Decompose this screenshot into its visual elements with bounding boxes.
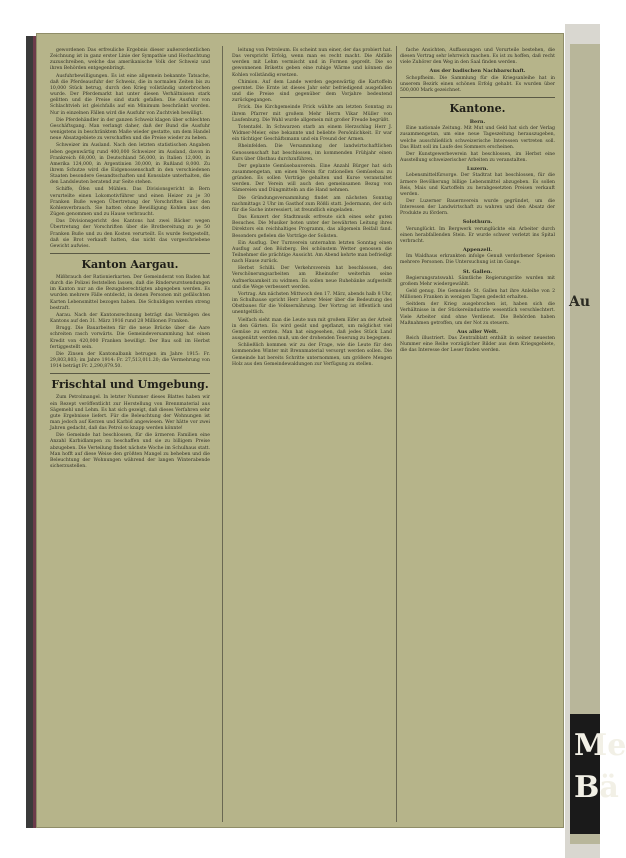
adjacent-page [565, 24, 626, 858]
article-paragraph: Die Zinsen der Kantonalbank betrugen im Jahre 1915: Fr. 29,803,803; im Jahre 1914: Fr. 27,513,011.20; die Vermehrung von 1914 beträgt Fr. 2,290,879.50. [50, 351, 210, 370]
article-paragraph: Der Kunstgewerbeverein hat beschlossen, im Herbst eine Ausstellung schweizerischer Arbeiten zu veranstalten. [400, 151, 555, 164]
column-1 [50, 48, 210, 818]
subsection-heading: St. Gallen. [462, 268, 493, 275]
subsection-heading: Luzern. [466, 166, 489, 173]
article-paragraph: Rheinfelden. Die Versammlung der landwirtschaftlichen Genossenschaft hat beschlossen, im kommenden Frühjahr einen Kurs über Obstbau durchzuführen. [232, 144, 392, 162]
article-paragraph: Schließlich kommen wir zu der Frage, wie die Leute für den kommenden Winter mit Brennmaterial versorgt werden sollen. Die Gemeinde hat bereits Schritte unternommen, um größere Mengen Holz aus den Gemeindewaldungen zur Verfügung zu stellen. [232, 343, 392, 367]
adjacent-page-advert [570, 714, 626, 834]
advert-text-2: Bä [574, 770, 619, 805]
article-paragraph: Geld genug. Die Gemeinde St. Gallen hat ihre Anleihe von 2 Millionen Franken in wenigen Tagen gedeckt erhalten. [400, 289, 555, 301]
column-2 [232, 48, 392, 818]
advert-text-1: Me [574, 728, 626, 763]
subsection-heading: Appenzell. [462, 247, 493, 254]
divider [50, 253, 210, 254]
article-paragraph: fache Ansichten, Auffassungen und Vorurteile bestehen, die diesen Vortrag sehr lehrreich machen. Es ist zu hoffen, daß recht viele Zuhörer den Weg in den Saal finden werden. [400, 48, 555, 66]
article-paragraph: Seitdem der Krieg ausgebrochen ist, haben sich die Verhältnisse in der Stickereiindustrie wesentlich verschlechtert. Viele Arbeiter sind ohne Verdienst. Die Behörden haben Maßnahmen getroffen, um der Not zu steuern. [400, 302, 555, 326]
subsection-heading: Solothurn. [462, 219, 493, 226]
article-paragraph: Aarau. Nach der Kantonsrechnung beträgt das Vermögen des Kantons auf den 31. März 1916 rund 28 Millionen Franken. [50, 312, 210, 325]
subsection-heading: Aus der badischen Nachbarschaft. [429, 68, 526, 75]
article-paragraph: Die Gründungsversammlung findet am nächsten Sonntag nachmittags 2 Uhr im Gasthof zum Rößli statt. Jedermann, der sich für die Sache interessiert, ist freundlich eingeladen. [232, 195, 392, 213]
article-paragraph: Herbst Schilli. Der Verkehrsverein hat beschlossen, den Verschönerungsarbeiten am Rheinufer weiterhin seine Aufmerksamkeit zu widmen. Es sollen neue Ruhebänke aufgestellt und die Wege verbessert werden. [232, 266, 392, 290]
article-paragraph: Vielfach sieht man die Leute nun mit großem Eifer an der Arbeit in den Gärten. Es wird gesät und gepflanzt, um möglichst viel Gemüse zu ernten. Man hat eingesehen, daß jedes Stück Land ausgenützt werden muß, um der drohenden Teuerung zu begegnen. [232, 317, 392, 342]
divider [50, 373, 210, 374]
article-paragraph: Das Divisionsgericht des Kantons hat zwei Bäcker wegen Übertretung der Vorschriften über die Brotbereitung zu je 50 Franken Buße und zu den Kosten verurteilt. Es wurde festgestellt, daß sie Brot verkauft hatten, das nicht das vorgeschriebene Gewicht aufwies. [50, 219, 210, 249]
article-paragraph: Regierungsratswahl. Sämtliche Regierungsräte wurden mit großem Mehr wiedergewählt. [400, 275, 555, 287]
article-paragraph: Die Pferdehändler in der ganzen Schweiz klagen über schlechten Geschäftsgang. Man verlangt daher, daß der Bund die Ausfuhr wenigstens in beschränktem Maße wieder gestatte, um dem Handel neue Absatzgebiete zu verschaffen und die Preise wieder zu heben. [50, 117, 210, 142]
article-paragraph: Der Luzerner Bauernverein wurde gegründet, um die Interessen der Landwirtschaft zu wahren und den Absatz der Produkte zu fördern. [400, 198, 555, 217]
column-3 [400, 48, 555, 818]
article-paragraph: Frick. Die Kirchgemeinde Frick wählte am letzten Sonntag zu ihrem Pfarrer mit großem Mehr Herrn Vikar Müller von Laufenburg. Die Wahl wurde allgemein mit großer Freude begrüßt. [232, 105, 392, 123]
article-paragraph: Lebensmittelfürsorge. Der Stadtrat hat beschlossen, für die ärmere Bevölkerung billige Lebensmittel abzugeben. Es sollen Reis, Mais und Kartoffeln zu herabgesetzten Preisen verkauft werden. [400, 173, 555, 197]
article-paragraph: Mißbrauch der Rationierkarten. Der Gemeinderat von Baden hat durch die Polizei feststellen lassen, daß die Rinderwurstsendungen im Kanton nur an die Bezugsberechtigten abgegeben werden. Es wurden mehrere Fälle entdeckt, in denen Personen mit gefälschten Karten Lebensmittel bezogen haben. Die Schuldigen werden streng bestraft. [50, 275, 210, 311]
article-paragraph: Chimion. Auf dem Lande werden gegenwärtig die Kartoffeln geerntet. Die Ernte ist dieses Jahr sehr befriedigend ausgefallen und die Preise sind gegenüber dem Vorjahre bedeutend zurückgegangen. [232, 79, 392, 104]
article-paragraph: Im Waldhaus erkrankten infolge Genuß verdorbener Speisen mehrere Personen. Die Untersuchung ist im Gange. [400, 254, 555, 266]
article-paragraph: Reich illustriert. Das Zentralblatt enthält in seiner neuesten Nummer eine Reihe vorzüglicher Bilder aus dem Kriegsgebiete, die das Interesse der Leser finden werden. [400, 336, 555, 354]
section-heading-frischtal: Frischtal und Umgebung. [51, 378, 209, 392]
article-paragraph: Verunglückt. Im Bergwerk verunglückte ein Arbeiter durch einen herabfallenden Stein. Er wurde schwer verletzt ins Spital verbracht. [400, 226, 555, 244]
column-rule-2 [396, 46, 397, 822]
article-paragraph: Zum Petrolmangel. In letzter Nummer dieses Blattes haben wir ein Rezept veröffentlicht zur Herstellung von Brennmaterial aus Sägemehl und Lehm. Es hat sich gezeigt, daß dieses Verfahren sehr gute Ergebnisse liefert. Für die Beleuchtung der Wohnungen ist man jedoch auf Kerzen und Karbid angewiesen. Wer hätte vor zwei Jahren gedacht, daß das Petrol so knapp werden könnte! [50, 395, 210, 432]
article-paragraph: Die Gemeinde hat beschlossen, für die ärmeren Familien eine Anzahl Karbidlampen zu beschaffen und sie zu billigem Preise abzugeben. Die Verteilung findet nächste Woche im Schulhaus statt. Man hofft auf diese Weise den größten Mangel zu beheben und die Beleuchtung der Wohnungen während der langen Winterabende sicherzustellen. [50, 433, 210, 470]
article-paragraph: Vortrag. Am nächsten Mittwoch den 17. März, abends halb 8 Uhr, im Schulhause spricht Herr Lehrer Meier über die Bedeutung des Obstbaues für die Volksernährung. Der Vortrag ist öffentlich und unentgeltlich. [232, 291, 392, 316]
article-paragraph: Eine nationale Zeitung. Mit Mut und Geld hat sich der Verlag zusammengetan, um eine neue Tageszeitung herauszugeben, welche ausschließlich schweizerische Interessen vertreten soll. Das Blatt soll im Laufe des Sommers erscheinen. [400, 126, 555, 150]
divider [400, 97, 555, 98]
column-rule-1 [222, 46, 223, 822]
section-heading-kantone: Kantone. [449, 102, 506, 116]
article-paragraph: Schweizer im Ausland. Nach den letzten statistischen Angaben leben gegenwärtig rund 400,000 Schweizer im Ausland, davon in Frankreich 68,000, in Deutschland 56,000, in Italien 12,000, in Amerika 124,000, in Argentinien 30,000, in Rußland 8,000. Zu ihrem Schutze wird die Eidgenossenschaft in den verschiedenen Staaten besondere Gesandtschaften und Konsulate unterhalten, die den Landsleuten beratend zur Seite stehen. [50, 143, 210, 186]
subsection-heading: Aus aller Welt. [456, 328, 498, 335]
article-paragraph: Brugg. Die Bauarbeiten für die neue Brücke über die Aare schreiten rasch vorwärts. Die Gemeindeversammlung hat einen Kredit von 420,000 Franken bewilligt. Der Bau soll im Herbst fertiggestellt sein. [50, 326, 210, 350]
article-paragraph: leitung von Petroleum. Es scheint nun einer, der das probiert hat. Das verspricht Erfolg, wenn man es recht macht. Die Abfälle werden mit Lehm vermischt und in Formen gepreßt. Die so gewonnenen Briketts geben eine ruhige Wärme und können die Kohlen vollständig ersetzen. [232, 48, 392, 78]
subsection-heading: Bern. [469, 119, 486, 126]
article-paragraph: Ein Ausflug. Der Turnverein unternahm letzten Sonntag einen Ausflug auf den Bözberg. Bei schönstem Wetter genossen die Teilnehmer die prächtige Aussicht. Am Abend kehrte man befriedigt nach Hause zurück. [232, 240, 392, 265]
article-paragraph: Ausfuhrbewilligungen. Es ist eine allgemein bekannte Tatsache, daß die Pferdeausfuhr der Schweiz, die in normalen Zeiten bis zu 10,000 Stück betrug, durch den Krieg vollständig unterbrochen wurde. Der Pferdemarkt hat unter diesen Verhältnissen stark gelitten und die Preise sind stark gefallen. Die Ausfuhr von Schlachtvieh ist gleichfalls auf ein Minimum beschränkt worden. Nur in einzelnen Fällen wird die Ausfuhr von Zuchtvieh bewilligt. [50, 73, 210, 116]
article-paragraph: Das Konzert der Stadtmusik erfreute sich eines sehr guten Besuches. Die Musiker boten unter der bewährten Leitung ihres Direktors ein reichhaltiges Programm, das allgemein Beifall fand. Besonders gefielen die Vorträge der Solisten. [232, 215, 392, 239]
section-heading-aargau: Kanton Aargau. [81, 258, 179, 271]
article-paragraph: Schiffe, Öfen und Mühlen. Das Divisionsgericht in Bern verurteilte einen Lokomotivführer und einen Heizer zu je 30 Franken Buße wegen Übertretung der Vorschriften über den Kohlenverbrauch. Sie hatten ohne Bewilligung Kohlen aus den Zügen genommen und zu Hause verbraucht. [50, 187, 210, 218]
article-paragraph: Totentafel. In Schwarzen starb an einem Herzschlag Herr J. Widmer-Meier, eine bekannte und beliebte Persönlichkeit. Er war ein tüchtiger Geschäftsmann und ein Freund der Armen. [232, 124, 392, 143]
adjacent-page-fragment: Au [569, 294, 591, 310]
article-paragraph: Schopfheim. Die Sammlung für die Kriegsanleihe hat in unserem Bezirk einen schönen Erfolg gehabt. Es wurden über 500,000 Mark gezeichnet. [400, 75, 555, 93]
article-paragraph: Der geplante Gemüsebauverein. Eine Anzahl Bürger hat sich zusammengetan, um einen Verein für rationellen Gemüsebau zu gründen. Es sollen Vorträge gehalten und Kurse veranstaltet werden. Der Verein will auch den gemeinsamen Bezug von Sämereien und Düngmitteln an die Hand nehmen. [232, 163, 392, 194]
article-paragraph: gewordenen Das erfreuliche Ergebnis dieser außerordentlichen Zeichnung ist in ganz erster Linie der Sympathie und Hochachtung zuzuschreiben, welche das amerikanische Volk der Schweiz und ihren Behörden entgegenbringt. [50, 48, 210, 72]
